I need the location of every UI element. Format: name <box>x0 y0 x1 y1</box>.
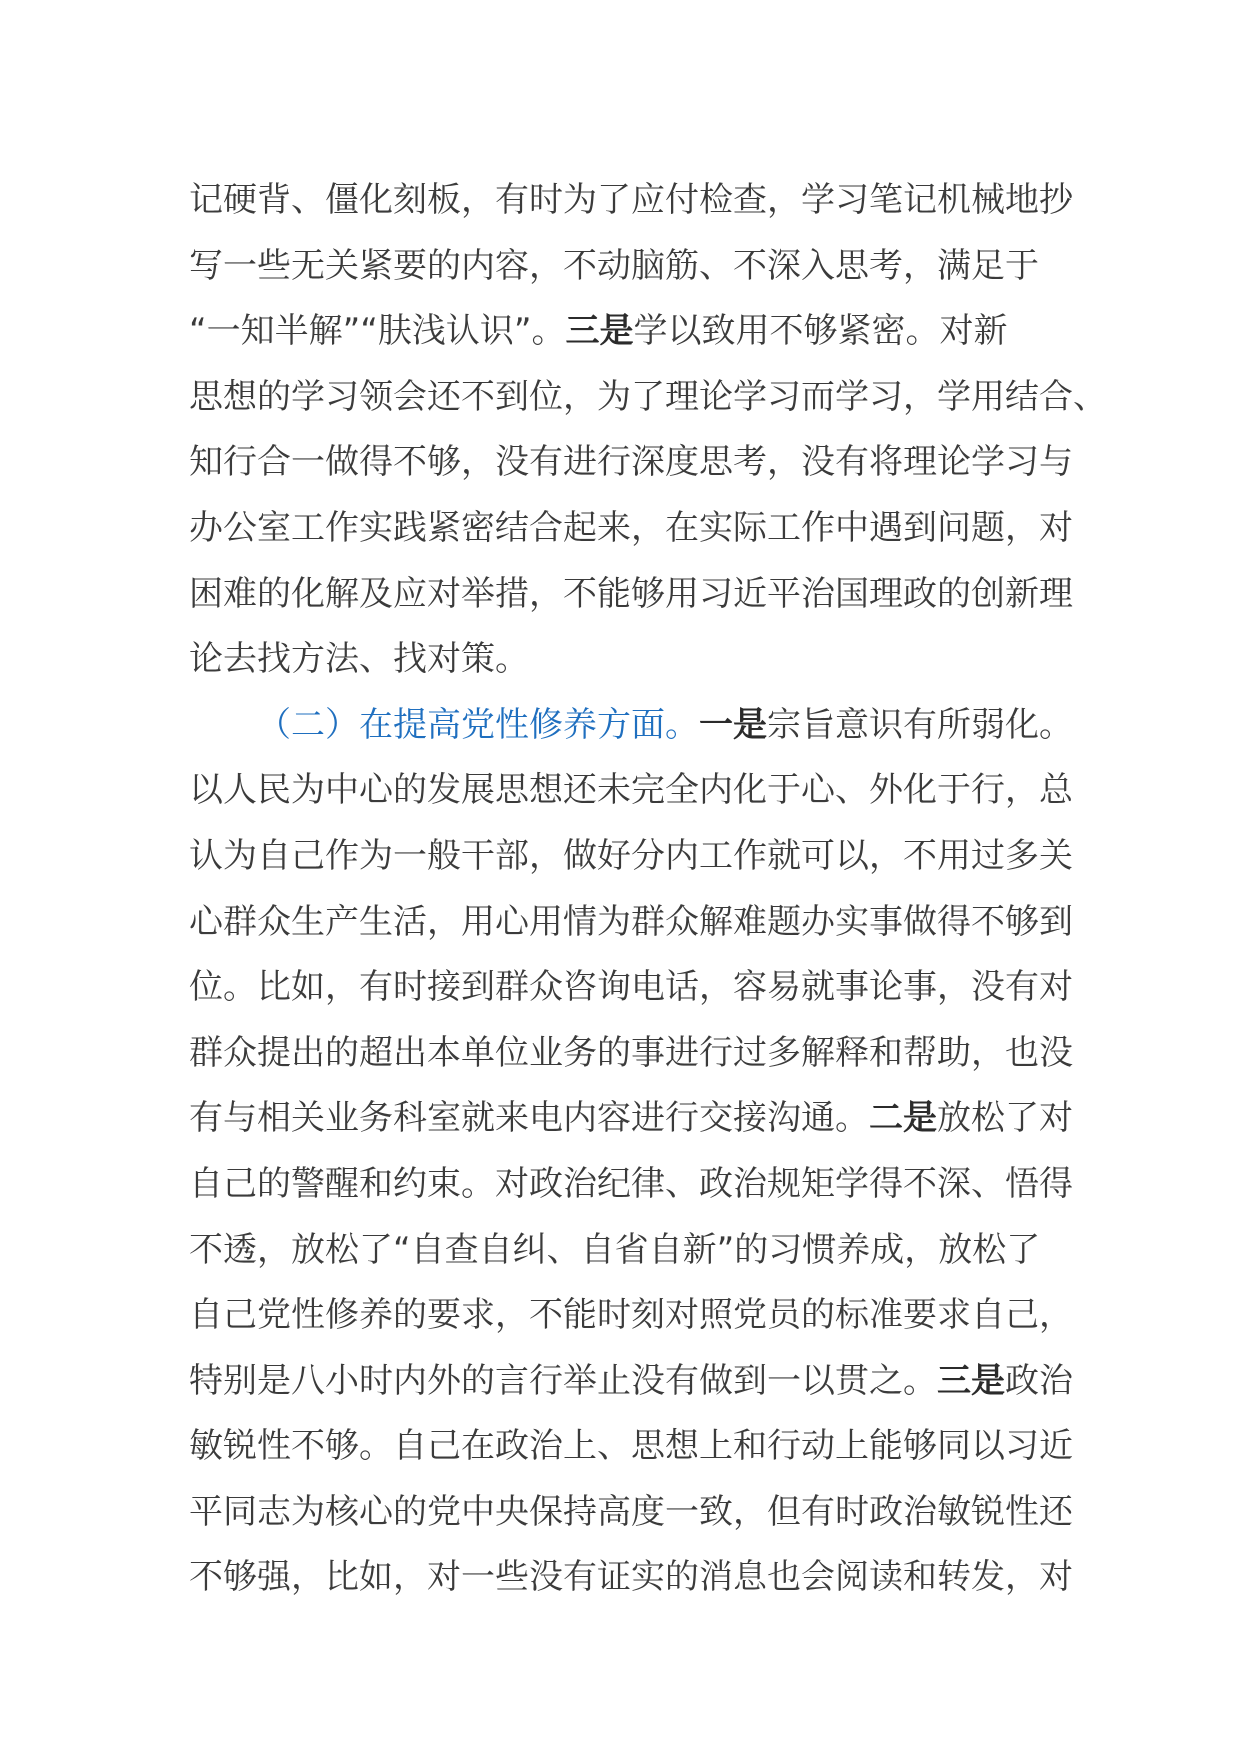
text-line: 自己的警醒和约束。对政治纪律、政治规矩学得不深、悟得 <box>189 1163 1073 1204</box>
body-text <box>189 168 1107 1611</box>
bold-marker: 三是 <box>565 311 634 352</box>
text-line: 写一些无关紧要的内容，不动脑筋、不深入思考，满足于 <box>189 245 1039 286</box>
text-line: 认为自己作为一般干部，做好分内工作就可以，不用过多关 <box>189 835 1073 876</box>
text-line: 自己党性修养的要求，不能时刻对照党员的标准要求自己， <box>189 1295 1073 1336</box>
text-line: “一知半解”“肤浅认识”。三是学以致用不够紧密。对新 <box>189 311 1008 352</box>
text-line: 知行合一做得不够，没有进行深度思考，没有将理论学习与 <box>189 442 1073 483</box>
text-line: 以人民为中心的发展思想还未完全内化于心、外化于行，总 <box>189 770 1073 811</box>
text-line: 有与相关业务科室就来电内容进行交接沟通。二是放松了对 <box>189 1098 1073 1139</box>
text-line: 平同志为核心的党中央保持高度一致，但有时政治敏锐性还 <box>189 1491 1073 1532</box>
text-line: 群众提出的超出本单位业务的事进行过多解释和帮助，也没 <box>189 1032 1073 1073</box>
text-line: 办公室工作实践紧密结合起来，在实际工作中遇到问题，对 <box>189 507 1073 548</box>
bold-marker: 二是 <box>869 1098 937 1139</box>
bold-marker: 一是 <box>699 704 767 745</box>
text-line: 困难的化解及应对举措，不能够用习近平治国理政的创新理 <box>189 573 1073 614</box>
text-line: 不够强，比如，对一些没有证实的消息也会阅读和转发，对 <box>189 1557 1073 1598</box>
text-line: 论去找方法、找对策。 <box>189 639 529 680</box>
text-line: 敏锐性不够。自己在政治上、思想上和行动上能够同以习近 <box>189 1426 1073 1467</box>
text-line: 不透，放松了“自查自纠、自省自新”的习惯养成，放松了 <box>189 1229 1041 1270</box>
section-heading: （二）在提高党性修养方面。 <box>257 704 699 745</box>
text-line: 心群众生产生活，用心用情为群众解难题办实事做得不够到 <box>189 901 1073 942</box>
text-line: 位。比如，有时接到群众咨询电话，容易就事论事，没有对 <box>189 967 1073 1008</box>
section-heading-line: （二）在提高党性修养方面。一是宗旨意识有所弱化。 <box>257 704 1073 745</box>
text-line: 思想的学习领会还不到位，为了理论学习而学习，学用结合、 <box>189 376 1107 417</box>
bold-marker: 三是 <box>937 1360 1005 1401</box>
text-line: 特别是八小时内外的言行举止没有做到一以贯之。三是政治 <box>189 1360 1073 1401</box>
text-line: 记硬背、僵化刻板，有时为了应付检查，学习笔记机械地抄 <box>189 180 1073 220</box>
